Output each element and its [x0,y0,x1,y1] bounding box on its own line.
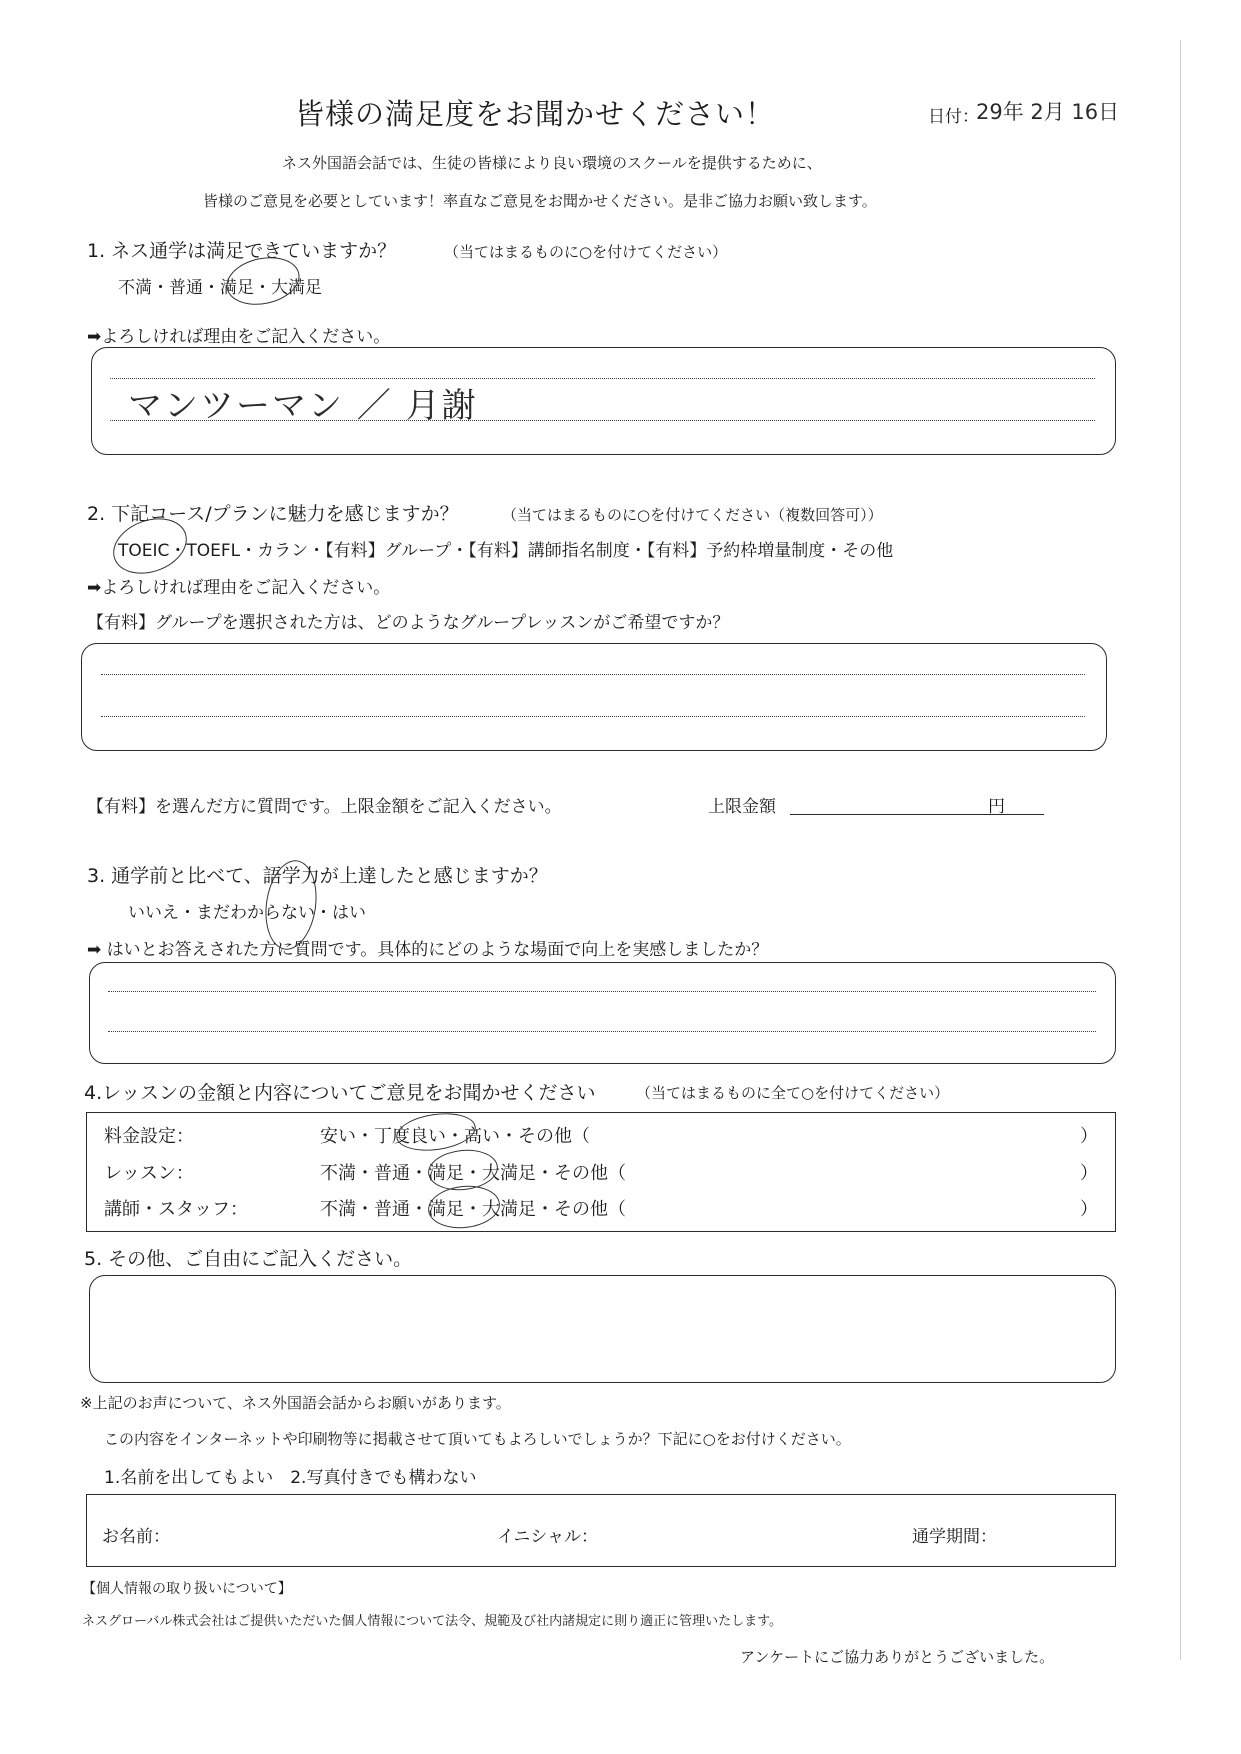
q4-row-options[interactable]: 不満・普通・満足・大満足・その他（ [320,1163,626,1184]
q2-price-question: 【有料】を選んだ方に質問です。上限金額をご記入ください。 [87,797,562,817]
q1-hint: （当てはまるものに○を付けてください） [444,243,728,261]
scan-edge-line [1180,40,1181,1660]
q3-options[interactable]: いいえ・まだわからない・はい [128,903,366,923]
date-value[interactable]: 29年 2月 16日 [976,100,1120,124]
q4-title: 4.レッスンの金額と内容についてご意見をお聞かせください [84,1082,596,1104]
intro-line-2: 皆様のご意見を必要としています！率直なご意見をお聞かせください。是非ご協力お願い致します。 [203,192,877,210]
q3-answer-line-2 [108,1031,1096,1032]
q4-row-close: ） [1080,1126,1098,1147]
page-title: 皆様の満足度をお聞かせください！ [295,97,776,131]
q2-title: 2. 下記コース/プランに魅力を感じますか？ [87,503,459,525]
q2-answer-line-1 [101,674,1085,675]
name-field-label[interactable]: お名前： [102,1527,170,1547]
consent-request: この内容をインターネットや印刷物等に掲載させて頂いてもよろしいでしょうか？下記に○をお付けください。 [104,1430,851,1448]
q5-title: 5. その他、ご自由にご記入ください。 [84,1248,413,1270]
q2-price-field[interactable] [790,814,1044,815]
intro-line-1: ネス外国語会話では、生徒の皆様により良い環境のスクールを提供するために、 [282,154,822,172]
q3-answer-box[interactable] [89,962,1116,1064]
q2-price-label: 上限金額 [708,797,776,817]
q4-row-label: 料金設定： [104,1126,194,1147]
thanks-text: アンケートにご協力ありがとうございました。 [740,1648,1055,1666]
q4-row-options[interactable]: 不満・普通・満足・大満足・その他（ [320,1199,626,1220]
consent-choices[interactable]: 1.名前を出してもよい 2.写真付きでも構わない [104,1468,477,1488]
period-field-label[interactable]: 通学期間： [912,1527,997,1547]
q3-answer-line-1 [108,991,1096,992]
q2-answer-box[interactable] [81,643,1107,751]
q3-title: 3. 通学前と比べて、語学力が上達したと感じますか？ [87,865,548,887]
q4-row-label: 講師・スタッフ： [104,1199,248,1220]
consent-note: ※上記のお声について、ネス外国語会話からお願いがあります。 [80,1394,511,1412]
q2-price-unit: 円 [988,797,1005,817]
q5-answer-box[interactable] [89,1275,1116,1383]
privacy-text: ネスグローバル株式会社はご提供いただいた個人情報について法令、規範及び社内諸規定に則り適正に管理いたします。 [82,1614,783,1629]
q2-options[interactable]: TOEIC・TOEFL・カラン・【有料】グループ・【有料】講師指名制度・【有料】予約枠増量制度・その他 [118,541,894,561]
q4-hint: （当てはまるものに全て○を付けてください） [636,1084,950,1102]
initial-field-label[interactable]: イニシャル： [497,1527,598,1547]
q4-row-close: ） [1080,1199,1098,1220]
q1-title: 1. ネス通学は満足できていますか？ [87,240,397,262]
q2-group-question: 【有料】グループを選択された方は、どのようなグループレッスンがご希望ですか？ [87,613,730,633]
privacy-title: 【個人情報の取り扱いについて】 [82,1581,292,1597]
q4-row-label: レッスン： [104,1163,194,1184]
q1-options[interactable]: 不満・普通・満足・大満足 [118,278,322,298]
q1-reason-prompt: ➡よろしければ理由をご記入ください。 [87,327,391,347]
q2-hint: （当てはまるものに○を付けてください（複数回答可）） [502,506,883,524]
date-label: 日付： [928,107,979,127]
q3-followup: ➡ はいとお答えされた方に質問です。具体的にどのような場面で向上を実感しましたか？ [87,940,769,960]
q4-row-options[interactable]: 安い・丁度良い・高い・その他（ [320,1126,590,1147]
q1-answer-text[interactable]: マンツーマン ／ 月謝 [128,386,478,426]
q4-row-close: ） [1080,1163,1098,1184]
q2-reason-prompt: ➡よろしければ理由をご記入ください。 [87,578,391,598]
q2-answer-line-2 [101,716,1085,717]
